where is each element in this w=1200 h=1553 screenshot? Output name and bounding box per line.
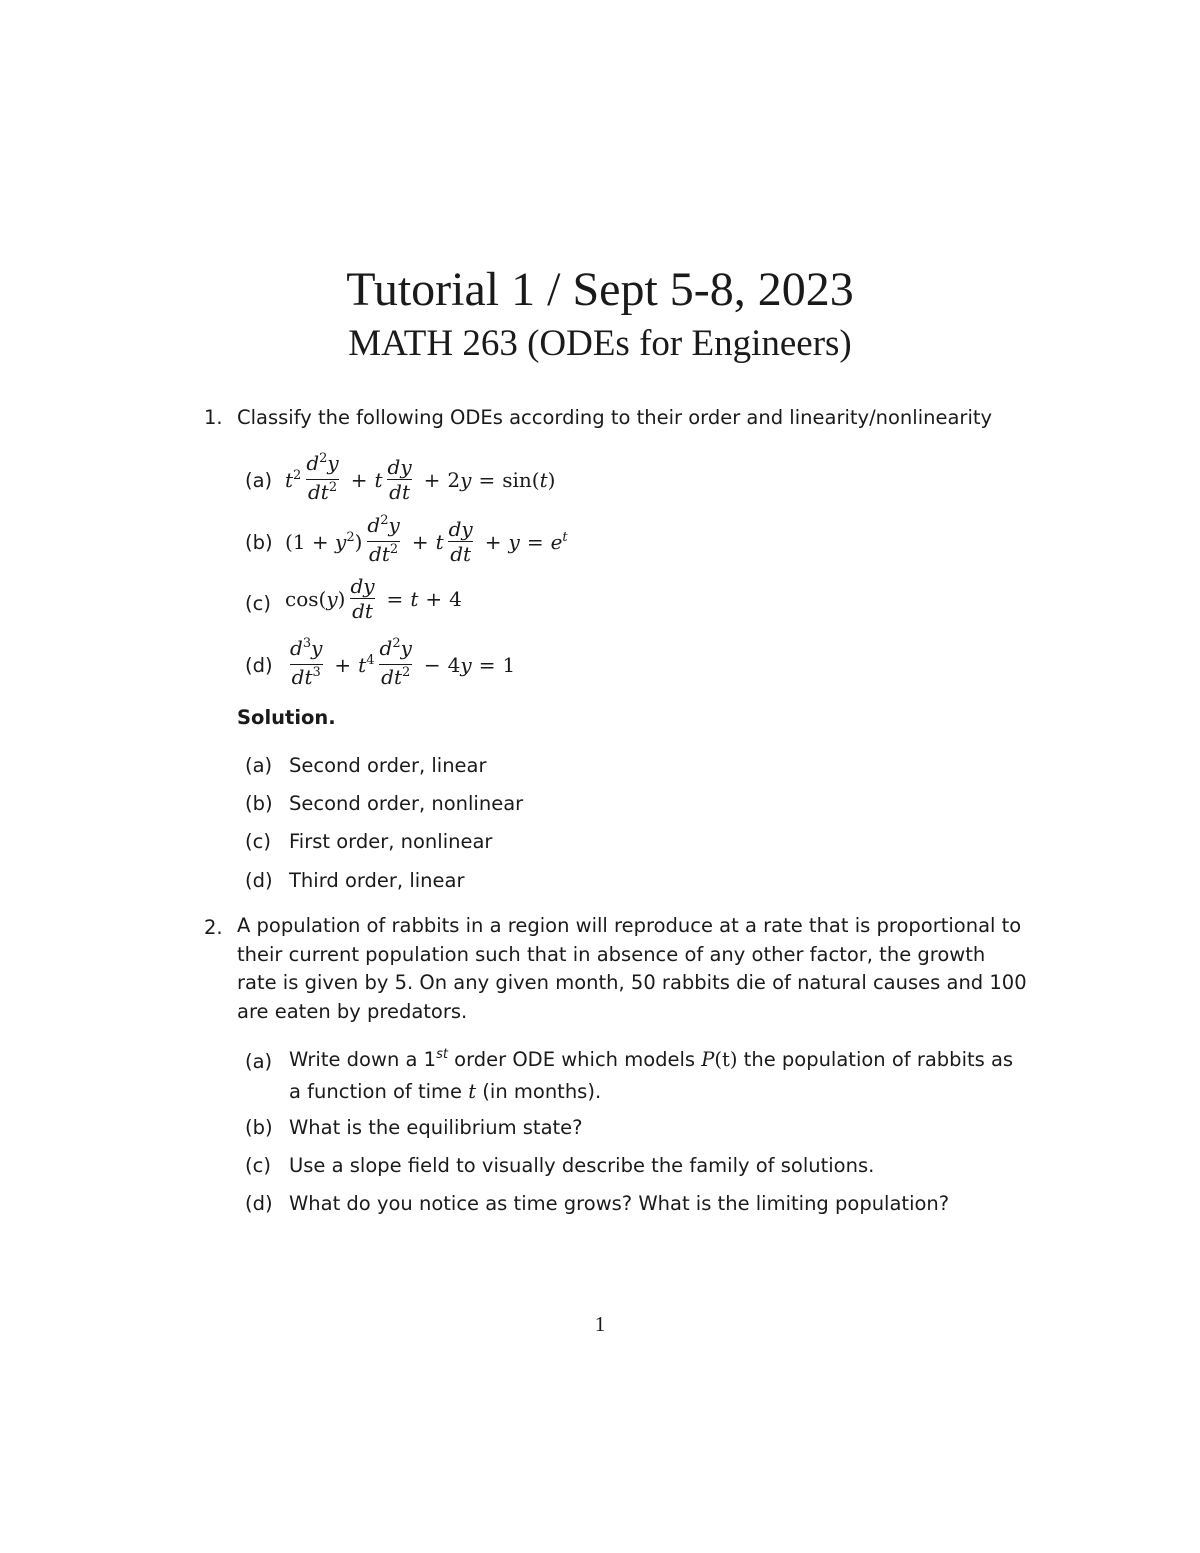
q2-part-b: What is the equilibrium state?	[289, 1116, 583, 1139]
q1-label-b: (b)	[245, 531, 273, 554]
page-number: 1	[594, 1312, 606, 1336]
q2-part-a: Write down a 1st order ODE which models P(t) the population of rabbits as a function of time t (in months).	[289, 1047, 1014, 1103]
solution-heading: Solution.	[237, 706, 336, 729]
equation-b: $(1 + y^2)$ $\frac{d^2y}{dt^2}$ + t $\frac{dy}{dt}$ + y = $e^t$	[285, 514, 568, 569]
q2-label-b: (b)	[245, 1116, 273, 1139]
equation-d: $\frac{d^3y}{dt^3}$ + $t^4$ $\frac{d^2y}{dt^2}$ − 4y = 1	[285, 637, 515, 692]
answer-a: Second order, linear	[289, 754, 487, 777]
answer-b: Second order, nonlinear	[289, 792, 524, 815]
question-1-number: 1.	[204, 406, 223, 429]
q1-label-d: (d)	[245, 654, 273, 677]
q2-label-d: (d)	[245, 1192, 273, 1215]
answer-label-c: (c)	[245, 830, 271, 853]
answer-label-b: (b)	[245, 792, 273, 815]
question-2-prompt: A population of rabbits in a region will reproduce at a rate that is proportional to their current population such that in absence of any other factor, the growth rate is given by 5. On any given month, 50 rabbits die of natural causes and 100 are eaten by predators.	[237, 914, 1027, 1023]
q2-label-a: (a)	[245, 1050, 273, 1073]
q2-part-d: What do you notice as time grows? What is the limiting population?	[289, 1192, 950, 1215]
answer-label-a: (a)	[245, 754, 273, 777]
equation-c: cos(y) $\frac{dy}{dt}$ = t + 4	[285, 574, 462, 623]
document-subtitle: MATH 263 (ODEs for Engineers)	[348, 323, 852, 364]
question-1-prompt: Classify the following ODEs according to their order and linearity/nonlinearity	[237, 406, 993, 429]
q1-label-a: (a)	[245, 469, 273, 492]
q1-label-c: (c)	[245, 592, 271, 615]
answer-label-d: (d)	[245, 869, 273, 892]
equation-a: $t^2$ $\frac{d^2y}{dt^2}$ + t $\frac{dy}{dt}$ + 2y = sin(t)	[285, 452, 555, 507]
answer-c: First order, nonlinear	[289, 830, 493, 853]
document-title: Tutorial 1 / Sept 5-8, 2023	[346, 263, 854, 316]
q2-label-c: (c)	[245, 1154, 271, 1177]
q2-part-c: Use a slope field to visually describe the family of solutions.	[289, 1154, 875, 1177]
answer-d: Third order, linear	[289, 869, 465, 892]
question-2-number: 2.	[204, 916, 223, 939]
